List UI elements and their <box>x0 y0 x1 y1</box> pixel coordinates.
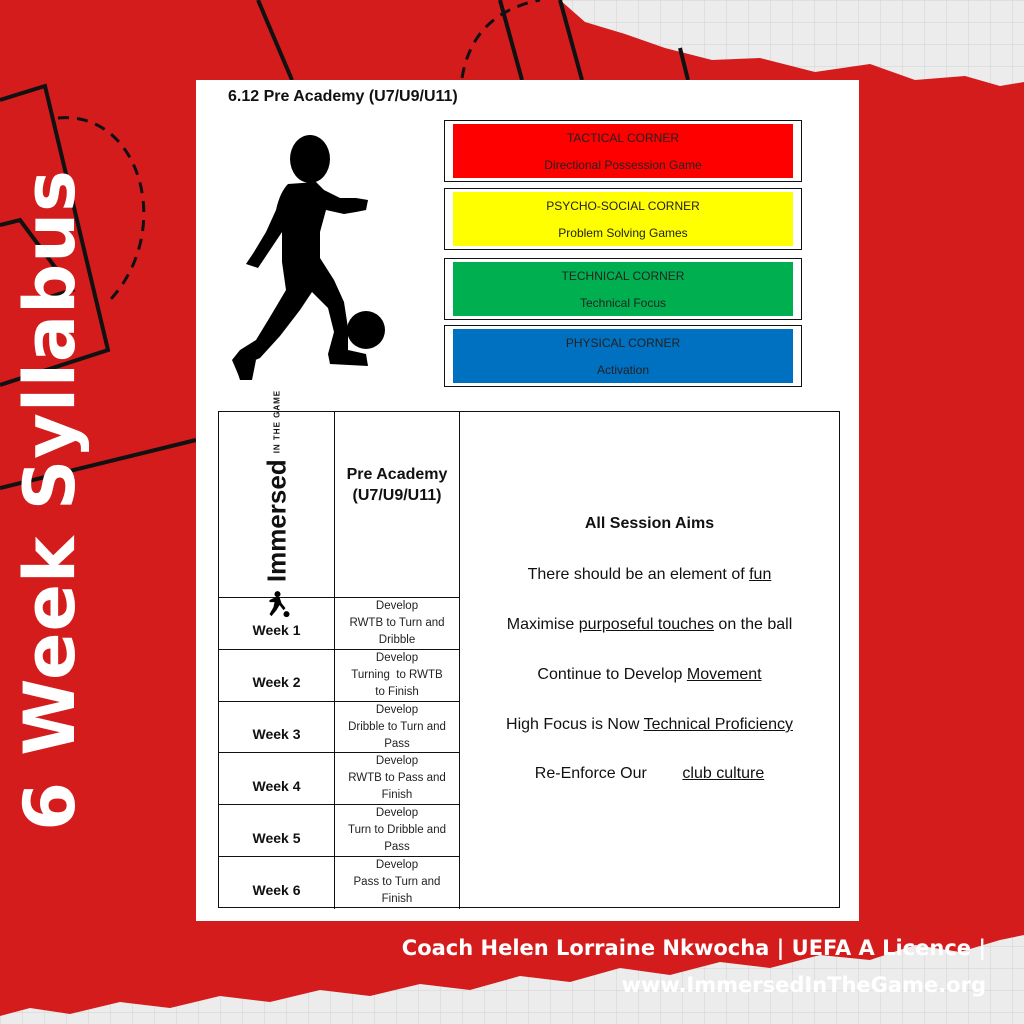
weeks-list <box>219 598 460 909</box>
week-focus-line: Turning to RWTB <box>351 668 443 681</box>
aim-emphasis: fun <box>749 566 772 583</box>
week-focus-line: Develop <box>375 703 419 716</box>
sheet-title: 6.12 Pre Academy (U7/U9/U11) <box>228 88 458 105</box>
technical-corner-fill <box>453 262 793 316</box>
technical-corner-name: TECHNICAL CORNER <box>561 268 685 283</box>
week-focus-line: Develop <box>375 651 419 664</box>
website-link[interactable]: www.ImmersedInTheGame.org <box>621 973 986 997</box>
week-focus-line: Finish <box>381 893 413 906</box>
footballer-silhouette-icon <box>216 132 401 392</box>
week-focus-line: Turn to Dribble and <box>347 824 446 837</box>
psycho-social-corner-fill <box>453 192 793 246</box>
category-cell <box>335 412 460 598</box>
syllabus-table <box>218 389 840 908</box>
week-focus-line: Pass <box>384 841 410 854</box>
aim-item <box>460 666 839 684</box>
category-ages: (U7/U9/U11) <box>352 487 442 504</box>
aim-text: High Focus is Now <box>506 716 644 733</box>
week-row-4 <box>219 753 460 805</box>
logo-tagline: IN THE GAME <box>272 389 282 454</box>
aim-item <box>460 566 839 584</box>
week-focus-line: Dribble <box>378 633 416 646</box>
week-label: Week 6 <box>219 857 335 909</box>
psycho-social-corner-card <box>444 188 802 250</box>
week-focus-line: Develop <box>375 807 419 820</box>
session-aims-cell <box>460 412 839 907</box>
week-focus-line: Develop <box>375 859 419 872</box>
week-label: Week 5 <box>219 805 335 856</box>
aim-emphasis: purposeful touches <box>578 616 714 633</box>
aim-item <box>460 716 839 734</box>
psycho-social-corner-detail: Problem Solving Games <box>558 225 688 240</box>
physical-corner-name: PHYSICAL CORNER <box>565 335 681 350</box>
technical-corner-card <box>444 258 802 320</box>
week-focus-line: to Finish <box>375 685 419 698</box>
tactical-corner-detail: Directional Possession Game <box>544 157 702 172</box>
tactical-corner-card <box>444 120 802 182</box>
category-name: Pre Academy <box>346 466 448 483</box>
logo-wordmark: Immersed <box>261 459 292 583</box>
week-focus <box>335 702 460 753</box>
week-row-1 <box>219 598 460 650</box>
psycho-social-corner-name: PSYCHO-SOCIAL CORNER <box>546 198 700 213</box>
week-focus-line: Develop <box>375 599 419 612</box>
week-label: Week 4 <box>219 753 335 804</box>
week-label: Week 2 <box>219 650 335 701</box>
logo-cell <box>219 389 335 598</box>
physical-corner-card <box>444 325 802 387</box>
week-focus <box>335 650 460 701</box>
aim-emphasis: Technical Proficiency <box>643 716 793 733</box>
aim-item <box>460 765 839 783</box>
coach-credit: Coach Helen Lorraine Nkwocha | UEFA A Licence | <box>401 936 986 960</box>
immersed-logo <box>262 390 293 618</box>
week-row-5 <box>219 805 460 857</box>
week-focus <box>335 857 460 909</box>
week-label: Week 1 <box>219 598 335 649</box>
aim-text: There should be an element of <box>527 566 750 583</box>
aim-text: Continue to Develop <box>537 666 687 683</box>
aim-item <box>460 616 839 634</box>
physical-corner-fill <box>453 329 793 383</box>
week-focus-line: Develop <box>375 755 419 768</box>
week-row-2 <box>219 650 460 702</box>
physical-corner-detail: Activation <box>596 362 650 377</box>
week-focus-line: Pass <box>384 737 410 750</box>
week-focus <box>335 805 460 856</box>
week-focus-line: Pass to Turn and <box>353 876 441 889</box>
session-aims-title: All Session Aims <box>584 515 715 532</box>
technical-corner-detail: Technical Focus <box>579 295 667 310</box>
syllabus-sheet <box>196 80 859 921</box>
aim-text: on the ball <box>713 616 793 633</box>
week-focus-line: RWTB to Turn and <box>349 616 445 629</box>
week-focus-line: Finish <box>381 789 413 802</box>
week-focus <box>335 598 460 649</box>
aim-text: Re-Enforce Our <box>534 765 683 782</box>
side-title: 6 Week Syllabus <box>9 169 91 831</box>
week-focus-line: RWTB to Pass and <box>348 772 446 785</box>
aim-emphasis: club culture <box>682 765 765 782</box>
week-row-6 <box>219 857 460 909</box>
aim-text: Maximise <box>506 616 579 633</box>
tactical-corner-fill <box>453 124 793 178</box>
week-focus <box>335 753 460 804</box>
week-focus-line: Dribble to Turn and <box>348 720 446 733</box>
week-row-3 <box>219 702 460 754</box>
tactical-corner-name: TACTICAL CORNER <box>566 130 679 145</box>
week-label: Week 3 <box>219 702 335 753</box>
aim-emphasis: Movement <box>686 666 762 683</box>
